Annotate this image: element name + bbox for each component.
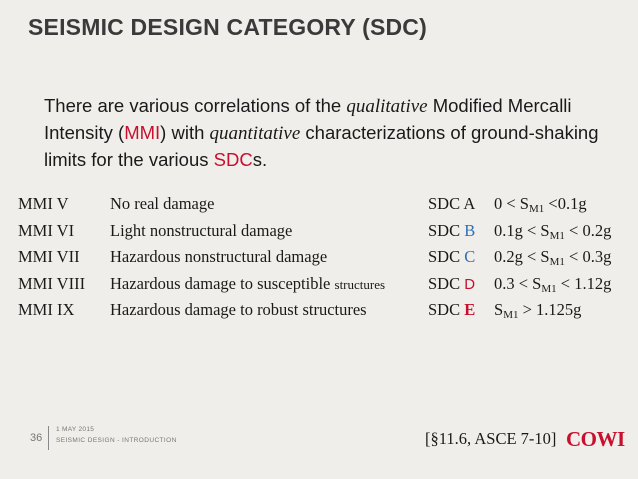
mmi-level: MMI VIII: [18, 273, 86, 293]
sdc-letter: B: [464, 220, 476, 240]
intro-text-4: characterizations of ground-shaking limits for the various: [44, 122, 599, 170]
table-row: [14, 191, 611, 218]
sdc-prefix: SDC: [428, 247, 465, 267]
limit-left: 0 < S: [494, 194, 529, 214]
limit-left: 0.1g < S: [494, 220, 550, 240]
sdc-category: [428, 218, 494, 245]
intro-mmi: MMI: [124, 122, 161, 143]
limit-subscript: M1: [541, 282, 557, 295]
sm1-limit: [494, 297, 611, 324]
sm1-limit: [494, 191, 611, 218]
damage-description: [110, 244, 428, 271]
company-logo: COWI: [566, 427, 625, 451]
limit-right: < 1.12g: [556, 273, 612, 293]
limit-left: 0.3 < S: [494, 273, 542, 293]
damage-description: [110, 271, 428, 298]
sdc-category: [428, 271, 494, 298]
table-row: [14, 297, 611, 324]
sm1-limit: [494, 244, 611, 271]
mmi-level: MMI VII: [18, 247, 80, 267]
limit-right: < 0.3g: [564, 247, 612, 267]
intro-quantitative: quantitative: [209, 123, 301, 144]
damage-description: [110, 191, 428, 218]
limit-left: 0.2g < S: [494, 247, 550, 267]
sdc-letter: C: [464, 247, 476, 267]
sdc-letter: A: [463, 194, 476, 214]
sdc-category: [428, 297, 494, 324]
intro-text-3: ) with: [160, 122, 210, 143]
intro-text-5: s.: [252, 149, 268, 170]
sm1-limit: [494, 271, 611, 298]
limit-right: <0.1g: [544, 194, 587, 214]
table-row: [14, 271, 611, 298]
mmi-level: MMI VI: [18, 220, 75, 240]
mmi-sdc-table: [14, 191, 611, 324]
sdc-category: [428, 244, 494, 271]
sdc-letter: E: [464, 300, 476, 320]
intro-text-1: There are various correlations of the: [44, 95, 347, 116]
description-text: Hazardous nonstructural damage: [110, 247, 328, 267]
intro-sdc: SDC: [213, 149, 253, 170]
intro-qualitative: qualitative: [346, 96, 428, 117]
limit-subscript: M1: [549, 229, 565, 242]
sdc-prefix: SDC: [428, 220, 465, 240]
page-number: 36: [30, 432, 43, 444]
table-row: [14, 244, 611, 271]
limit-right: < 0.2g: [564, 220, 612, 240]
intro-text-2: Modified Mercalli Intensity (: [44, 95, 572, 143]
limit-left: S: [494, 300, 504, 320]
limit-subscript: M1: [528, 203, 545, 216]
limit-right: > 1.125g: [518, 300, 582, 320]
limit-subscript: M1: [549, 256, 565, 269]
sdc-prefix: SDC: [428, 300, 465, 320]
mmi-level: MMI IX: [18, 300, 75, 320]
damage-description: [110, 218, 428, 245]
sdc-letter: D: [464, 275, 476, 293]
footer-date: 1 MAY 2015: [56, 426, 95, 433]
description-text: Hazardous damage to susceptible: [110, 273, 335, 293]
sdc-prefix: SDC: [428, 273, 465, 293]
description-small-text: structures: [334, 276, 386, 292]
table-row: [14, 218, 611, 245]
footer-divider: [48, 426, 49, 450]
limit-subscript: M1: [503, 309, 519, 322]
damage-description: [110, 297, 428, 324]
slide-title: SEISMIC DESIGN CATEGORY (SDC): [28, 14, 427, 40]
intro-paragraph: [44, 93, 614, 173]
description-text: No real damage: [110, 194, 215, 214]
description-text: Hazardous damage to robust structures: [110, 300, 367, 320]
sdc-prefix: SDC: [428, 194, 464, 214]
code-reference: [§11.6, ASCE 7-10]: [425, 429, 557, 448]
footer-topic: SEISMIC DESIGN - INTRODUCTION: [56, 437, 177, 444]
sm1-limit: [494, 218, 611, 245]
mmi-level: MMI V: [18, 194, 69, 214]
description-text: Light nonstructural damage: [110, 220, 293, 240]
sdc-category: [428, 191, 494, 218]
